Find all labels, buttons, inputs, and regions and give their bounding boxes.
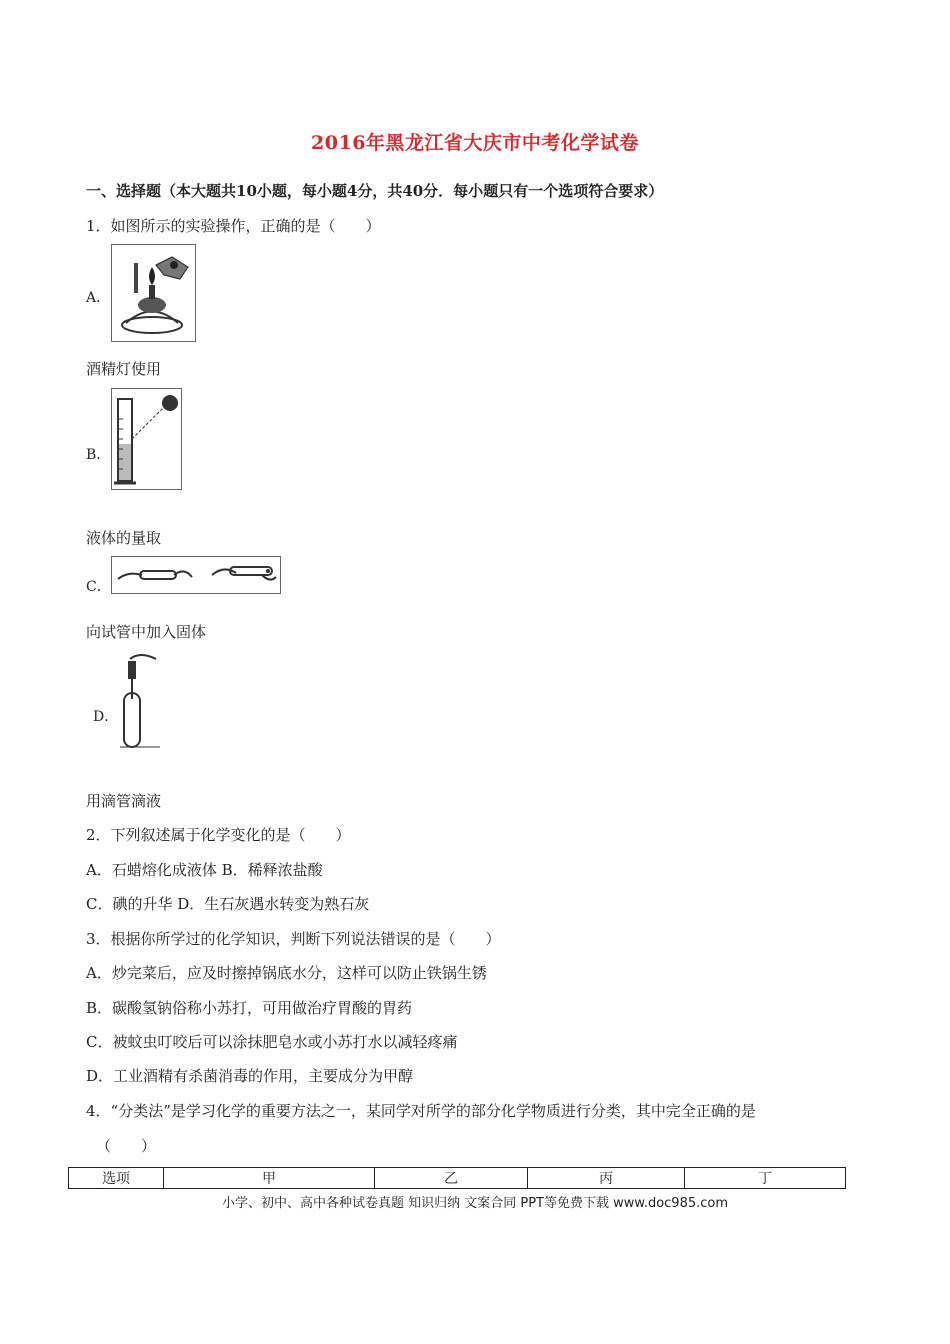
question-3-line: A．炒完菜后，应及时擦掉锅底水分，这样可以防止铁锅生锈 — [86, 964, 487, 982]
table-header-cell: 乙 — [375, 1168, 528, 1189]
option-b-caption: 液体的量取 — [86, 529, 162, 547]
question-4-paren: （ ） — [96, 1137, 157, 1155]
table-header-cell: 丁 — [685, 1168, 846, 1189]
page-footer: 小学、初中、高中各种试卷真题 知识归纳 文案合同 PPT等免费下载 www.doc985.com — [221, 1196, 729, 1211]
page-title: 2016年黑龙江省大庆市中考化学试卷 — [311, 132, 639, 154]
classification-table — [68, 1167, 846, 1189]
question-3-line: C．被蚊虫叮咬后可以涂抹肥皂水或小苏打水以减轻疼痛 — [86, 1033, 458, 1051]
option-a-label: A． — [86, 290, 111, 306]
dropper-icon — [120, 651, 160, 749]
option-a-caption: 酒精灯使用 — [86, 360, 162, 378]
option-c-label: C． — [86, 579, 111, 595]
question-1-stem: 1．如图所示的实验操作，正确的是（ ） — [86, 217, 381, 235]
option-d-label: D． — [93, 709, 119, 725]
table-header-cell: 甲 — [164, 1168, 375, 1189]
test-tube-horizontal-icon — [111, 556, 281, 594]
question-2-stem: 2．下列叙述属于化学变化的是（ ） — [86, 826, 351, 844]
table-header-row — [69, 1168, 846, 1189]
question-2-line: A．石蜡熔化成液体 B．稀释浓盐酸 — [86, 861, 323, 879]
alcohol-lamp-icon — [111, 244, 196, 342]
table-header-cell: 选项 — [69, 1168, 164, 1189]
question-3-stem: 3．根据你所学过的化学知识，判断下列说法错误的是（ ） — [86, 930, 501, 948]
table-header-cell: 丙 — [528, 1168, 685, 1189]
option-c-caption: 向试管中加入固体 — [86, 623, 207, 641]
question-4-stem: 4．“分类法”是学习化学的重要方法之一，某同学对所学的部分化学物质进行分类，其中完全正确的是 — [86, 1102, 756, 1120]
question-3-line: B．碳酸氢钠俗称小苏打，可用做治疗胃酸的胃药 — [86, 999, 413, 1017]
question-2-line: C．碘的升华 D．生石灰遇水转变为熟石灰 — [86, 895, 370, 913]
section-heading: 一、选择题（本大题共10小题，每小题4分，共40分．每小题只有一个选项符合要求） — [86, 182, 664, 200]
option-b-label: B． — [86, 447, 111, 463]
option-d-caption: 用滴管滴液 — [86, 792, 162, 810]
question-3-line: D．工业酒精有杀菌消毒的作用，主要成分为甲醇 — [86, 1067, 414, 1085]
graduated-cylinder-icon — [111, 388, 182, 490]
